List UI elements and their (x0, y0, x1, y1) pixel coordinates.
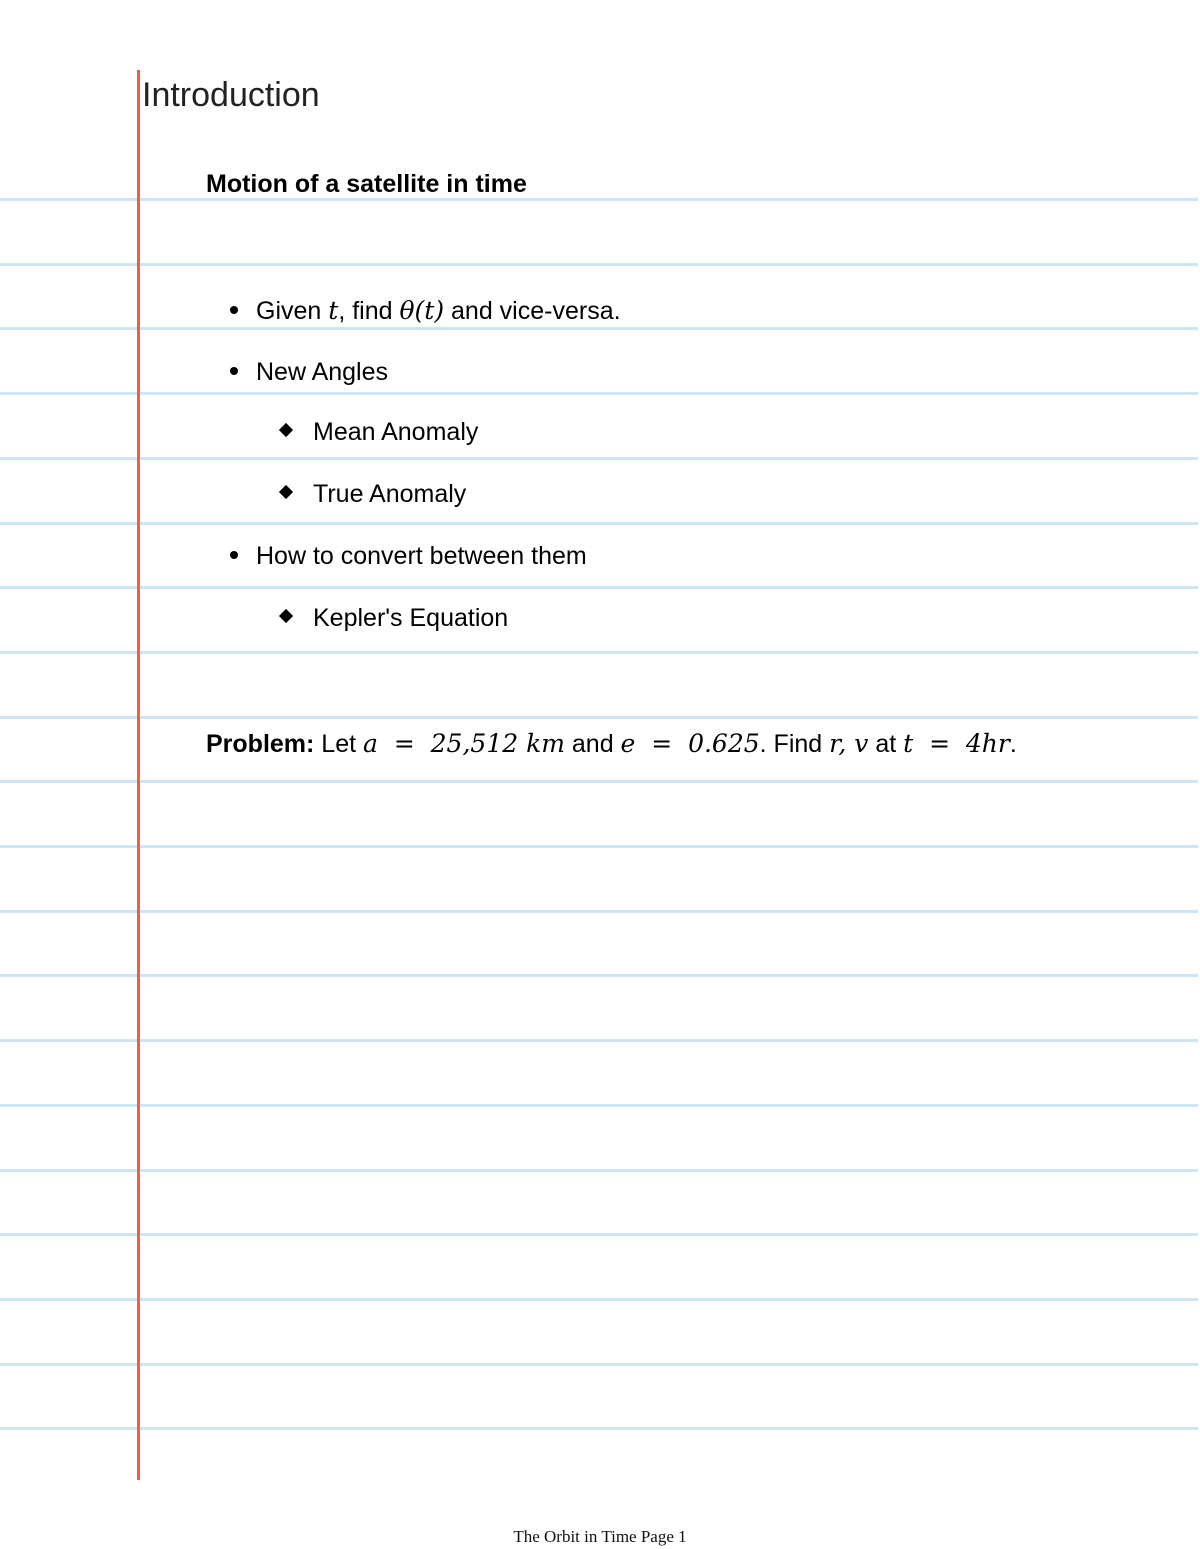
bullet-icon (230, 367, 238, 375)
ruled-line (0, 716, 1198, 719)
list-item-given (230, 296, 621, 326)
ruled-line (0, 1104, 1198, 1107)
math-theta: θ(t) (399, 296, 445, 325)
ruled-line (0, 780, 1198, 783)
math-a: a = 25,512 km (363, 729, 565, 758)
ruled-line (0, 263, 1198, 266)
diamond-bullet-icon (279, 485, 293, 499)
ruled-line (0, 457, 1198, 460)
text: Kepler's Equation (313, 604, 509, 632)
text: Let (314, 730, 364, 758)
math-t: t (328, 296, 339, 325)
ruled-line (0, 651, 1198, 654)
page-footer: The Orbit in Time Page 1 (513, 1527, 687, 1546)
list-item-new-angles (230, 358, 388, 387)
problem-label: Problem: (206, 730, 315, 758)
text: True Anomaly (313, 480, 467, 508)
text: . Find (759, 730, 830, 758)
ruled-line (0, 910, 1198, 913)
list-item-true-anomaly (278, 480, 466, 509)
list-item-keplers-equation (278, 604, 508, 633)
ruled-line (0, 1363, 1198, 1366)
bullet-icon (230, 306, 238, 314)
ruled-line (0, 1298, 1198, 1301)
ruled-line (0, 522, 1198, 525)
ruled-line (0, 392, 1198, 395)
margin-line (137, 70, 140, 1480)
text: and (564, 730, 621, 758)
ruled-line (0, 198, 1198, 201)
ruled-line (0, 1039, 1198, 1042)
problem-statement (206, 724, 1036, 764)
ruled-line (0, 1427, 1198, 1430)
list-item-mean-anomaly (278, 418, 478, 447)
diamond-bullet-icon (279, 423, 293, 437)
math-rv: r, v (829, 729, 869, 758)
text: . (1009, 730, 1017, 758)
ruled-line (0, 845, 1198, 848)
text: Mean Anomaly (313, 418, 479, 446)
text: and vice-versa. (444, 297, 621, 325)
math-t: t = 4hr (903, 729, 1010, 758)
page-title: Introduction (142, 76, 320, 114)
text: How to convert between them (256, 542, 587, 570)
ruled-line (0, 1169, 1198, 1172)
math-e: e = 0.625 (620, 729, 760, 758)
ruled-line (0, 1233, 1198, 1236)
section-heading: Motion of a satellite in time (206, 170, 527, 198)
ruled-line (0, 586, 1198, 589)
ruled-line (0, 974, 1198, 977)
text: at (868, 730, 904, 758)
text: , find (338, 297, 400, 325)
bullet-icon (230, 551, 238, 559)
diamond-bullet-icon (279, 609, 293, 623)
text: Given (256, 297, 329, 325)
ruled-line (0, 327, 1198, 330)
list-item-convert (230, 542, 587, 571)
text: New Angles (256, 358, 389, 386)
